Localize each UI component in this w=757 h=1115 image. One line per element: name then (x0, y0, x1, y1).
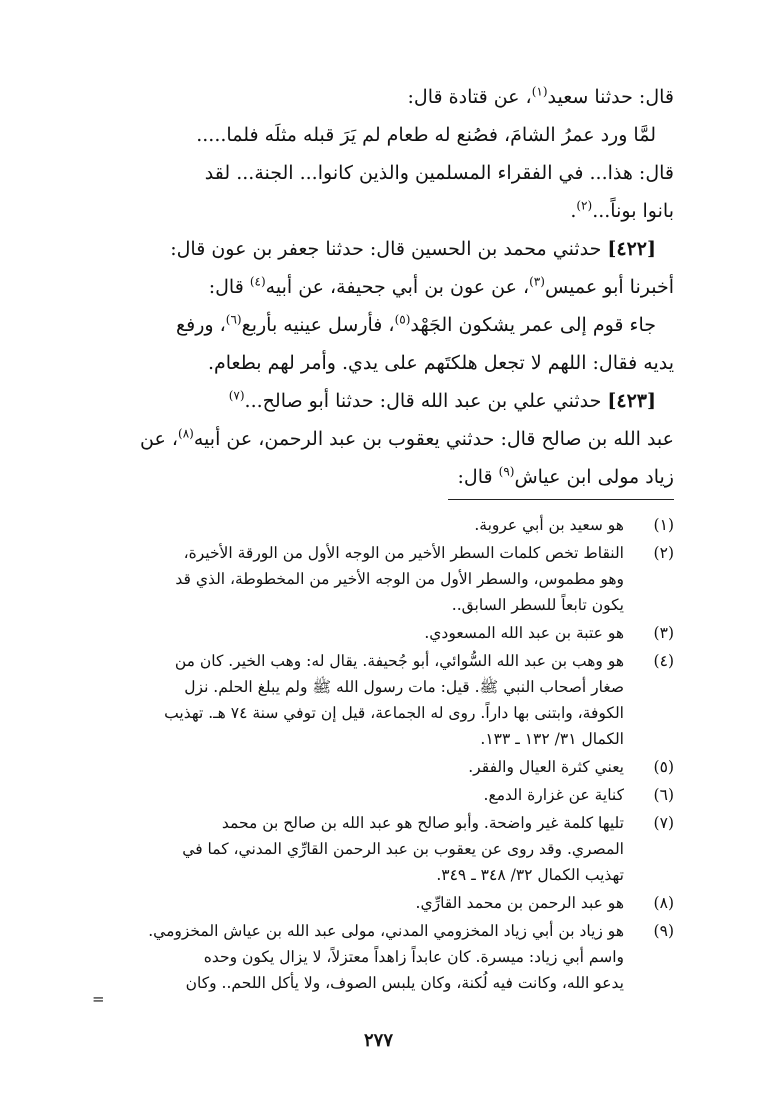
hadith-number: [٤٢٢] (607, 238, 656, 260)
footnote-line: صغار أصحاب النبي ﷺ. قيل: مات رسول الله ﷺ ولم يبلغ الحلم. نزل (184, 678, 624, 696)
footnote (96, 620, 674, 646)
footnote (96, 782, 674, 808)
footnote (96, 810, 674, 888)
footnote-line: يدعو الله، وكانت فيه لُكنة، وكان يلبس الصوف، ولا يأكل اللحم.. وكان (185, 974, 624, 992)
hadith-number: [٤٢٣] (607, 390, 656, 412)
footnote-line: هو زياد بن أبي زياد المخزومي المدني، مولى عبد الله بن عياش المخزومي. (148, 922, 624, 940)
text-line-1: قال: حدثنا سعيد$^{(١)}$، عن قتادة قال: (407, 84, 674, 108)
footnote (96, 512, 674, 538)
footnote-line: هو عبد الرحمن بن محمد القارِّي. (415, 894, 624, 912)
footnote (96, 890, 674, 916)
footnotes (96, 512, 674, 998)
text-line-6: أخبرنا أبو عميس$^{(٣)}$، عن عون بن أبي جحيفة، عن أبيه$^{(٤)}$ قال: (208, 274, 674, 298)
footnote (96, 754, 674, 780)
footnote-separator (448, 499, 674, 500)
text-line-7: جاء قوم إلى عمر يشكون الجَهْد$^{(٥)}$، فأرسل عينيه بأربع$^{(٦)}$، ورفع (176, 312, 656, 336)
footnote-line: النقاط تخص كلمات السطر الأخير من الوجه الأول من الورقة الأخيرة، (183, 544, 624, 562)
footnote-number: (٢) (653, 544, 674, 562)
hadith-423-heading: [٤٢٣] حدثني علي بن عبد الله قال: حدثنا أبو صالح...$^{(٧)}$ (228, 388, 656, 412)
page-number: ٢٧٧ (363, 1030, 393, 1051)
footnote-line: وهو مطموس، والسطر الأول من الوجه الأخير من المخطوطة، الذي قد (175, 570, 624, 588)
text-line-4: بانوا بوناً...$^{(٢)}$. (570, 198, 674, 222)
footnote-line: كناية عن غزارة الدمع. (483, 786, 624, 804)
footnote (96, 918, 674, 996)
continuation-mark: = (92, 990, 105, 1008)
footnote-number: (٥) (653, 758, 674, 776)
text-line-10: عبد الله بن صالح قال: حدثني يعقوب بن عبد الرحمن، عن أبيه$^{(٨)}$، عن (140, 426, 674, 450)
footnote-number: (٤) (653, 652, 674, 670)
footnote-number: (٦) (653, 786, 674, 804)
footnote-line: الكمال ٣١/ ١٣٢ ـ ١٣٣. (480, 730, 624, 748)
footnote-number: (٣) (653, 624, 674, 642)
footnote-line: يعني كثرة العيال والفقر. (468, 758, 624, 776)
text-line-2: لمَّا ورد عمرُ الشامَ، فصُنع له طعام لم يَرَ قبله مثلَه فلما..... (196, 124, 656, 146)
footnote-line: تليها كلمة غير واضحة. وأبو صالح هو عبد الله بن صالح بن محمد (221, 814, 624, 832)
footnote-number: (٨) (653, 894, 674, 912)
main-text (96, 78, 674, 496)
footnote-line: تهذيب الكمال ٣٢/ ٣٤٨ ـ ٣٤٩. (436, 866, 624, 884)
footnote-number: (٩) (653, 922, 674, 940)
footnote-line: واسم أبي زياد: ميسرة. كان عابداً زاهداً معتزلاً، لا يزال يكون وحده (203, 948, 624, 966)
footnote-line: هو وهب بن عبد الله السُّوائي، أبو جُحيفة. يقال له: وهب الخير. كان من (174, 652, 624, 670)
footnote (96, 648, 674, 752)
footnote-line: هو سعيد بن أبي عروبة. (474, 516, 624, 534)
footnote-line: الكوفة، وابتنى بها داراً. روى له الجماعة، قيل إن توفي سنة ٧٤ هـ. تهذيب (164, 704, 624, 722)
text-line-3: قال: هذا... في الفقراء المسلمين والذين كانوا... الجنة... لقد (204, 162, 674, 184)
footnote-number: (٧) (653, 814, 674, 832)
footnote-line: المصري. وقد روى عن يعقوب بن عبد الرحمن القارِّي المدني، كما في (182, 840, 624, 858)
footnote (96, 540, 674, 618)
text-line-8: يديه فقال: اللهم لا تجعل هلكتَهم على يدي. وأمر لهم بطعام. (207, 352, 674, 374)
text-line-11: زياد مولى ابن عياش$^{(٩)}$ قال: (457, 464, 674, 488)
footnote-line: يكون تابعاً للسطر السابق.. (451, 596, 624, 614)
footnote-line: هو عتبة بن عبد الله المسعودي. (424, 624, 624, 642)
hadith-422-heading: [٤٢٢] حدثني محمد بن الحسين قال: حدثنا جعفر بن عون قال: (170, 238, 656, 260)
footnote-number: (١) (653, 516, 674, 534)
